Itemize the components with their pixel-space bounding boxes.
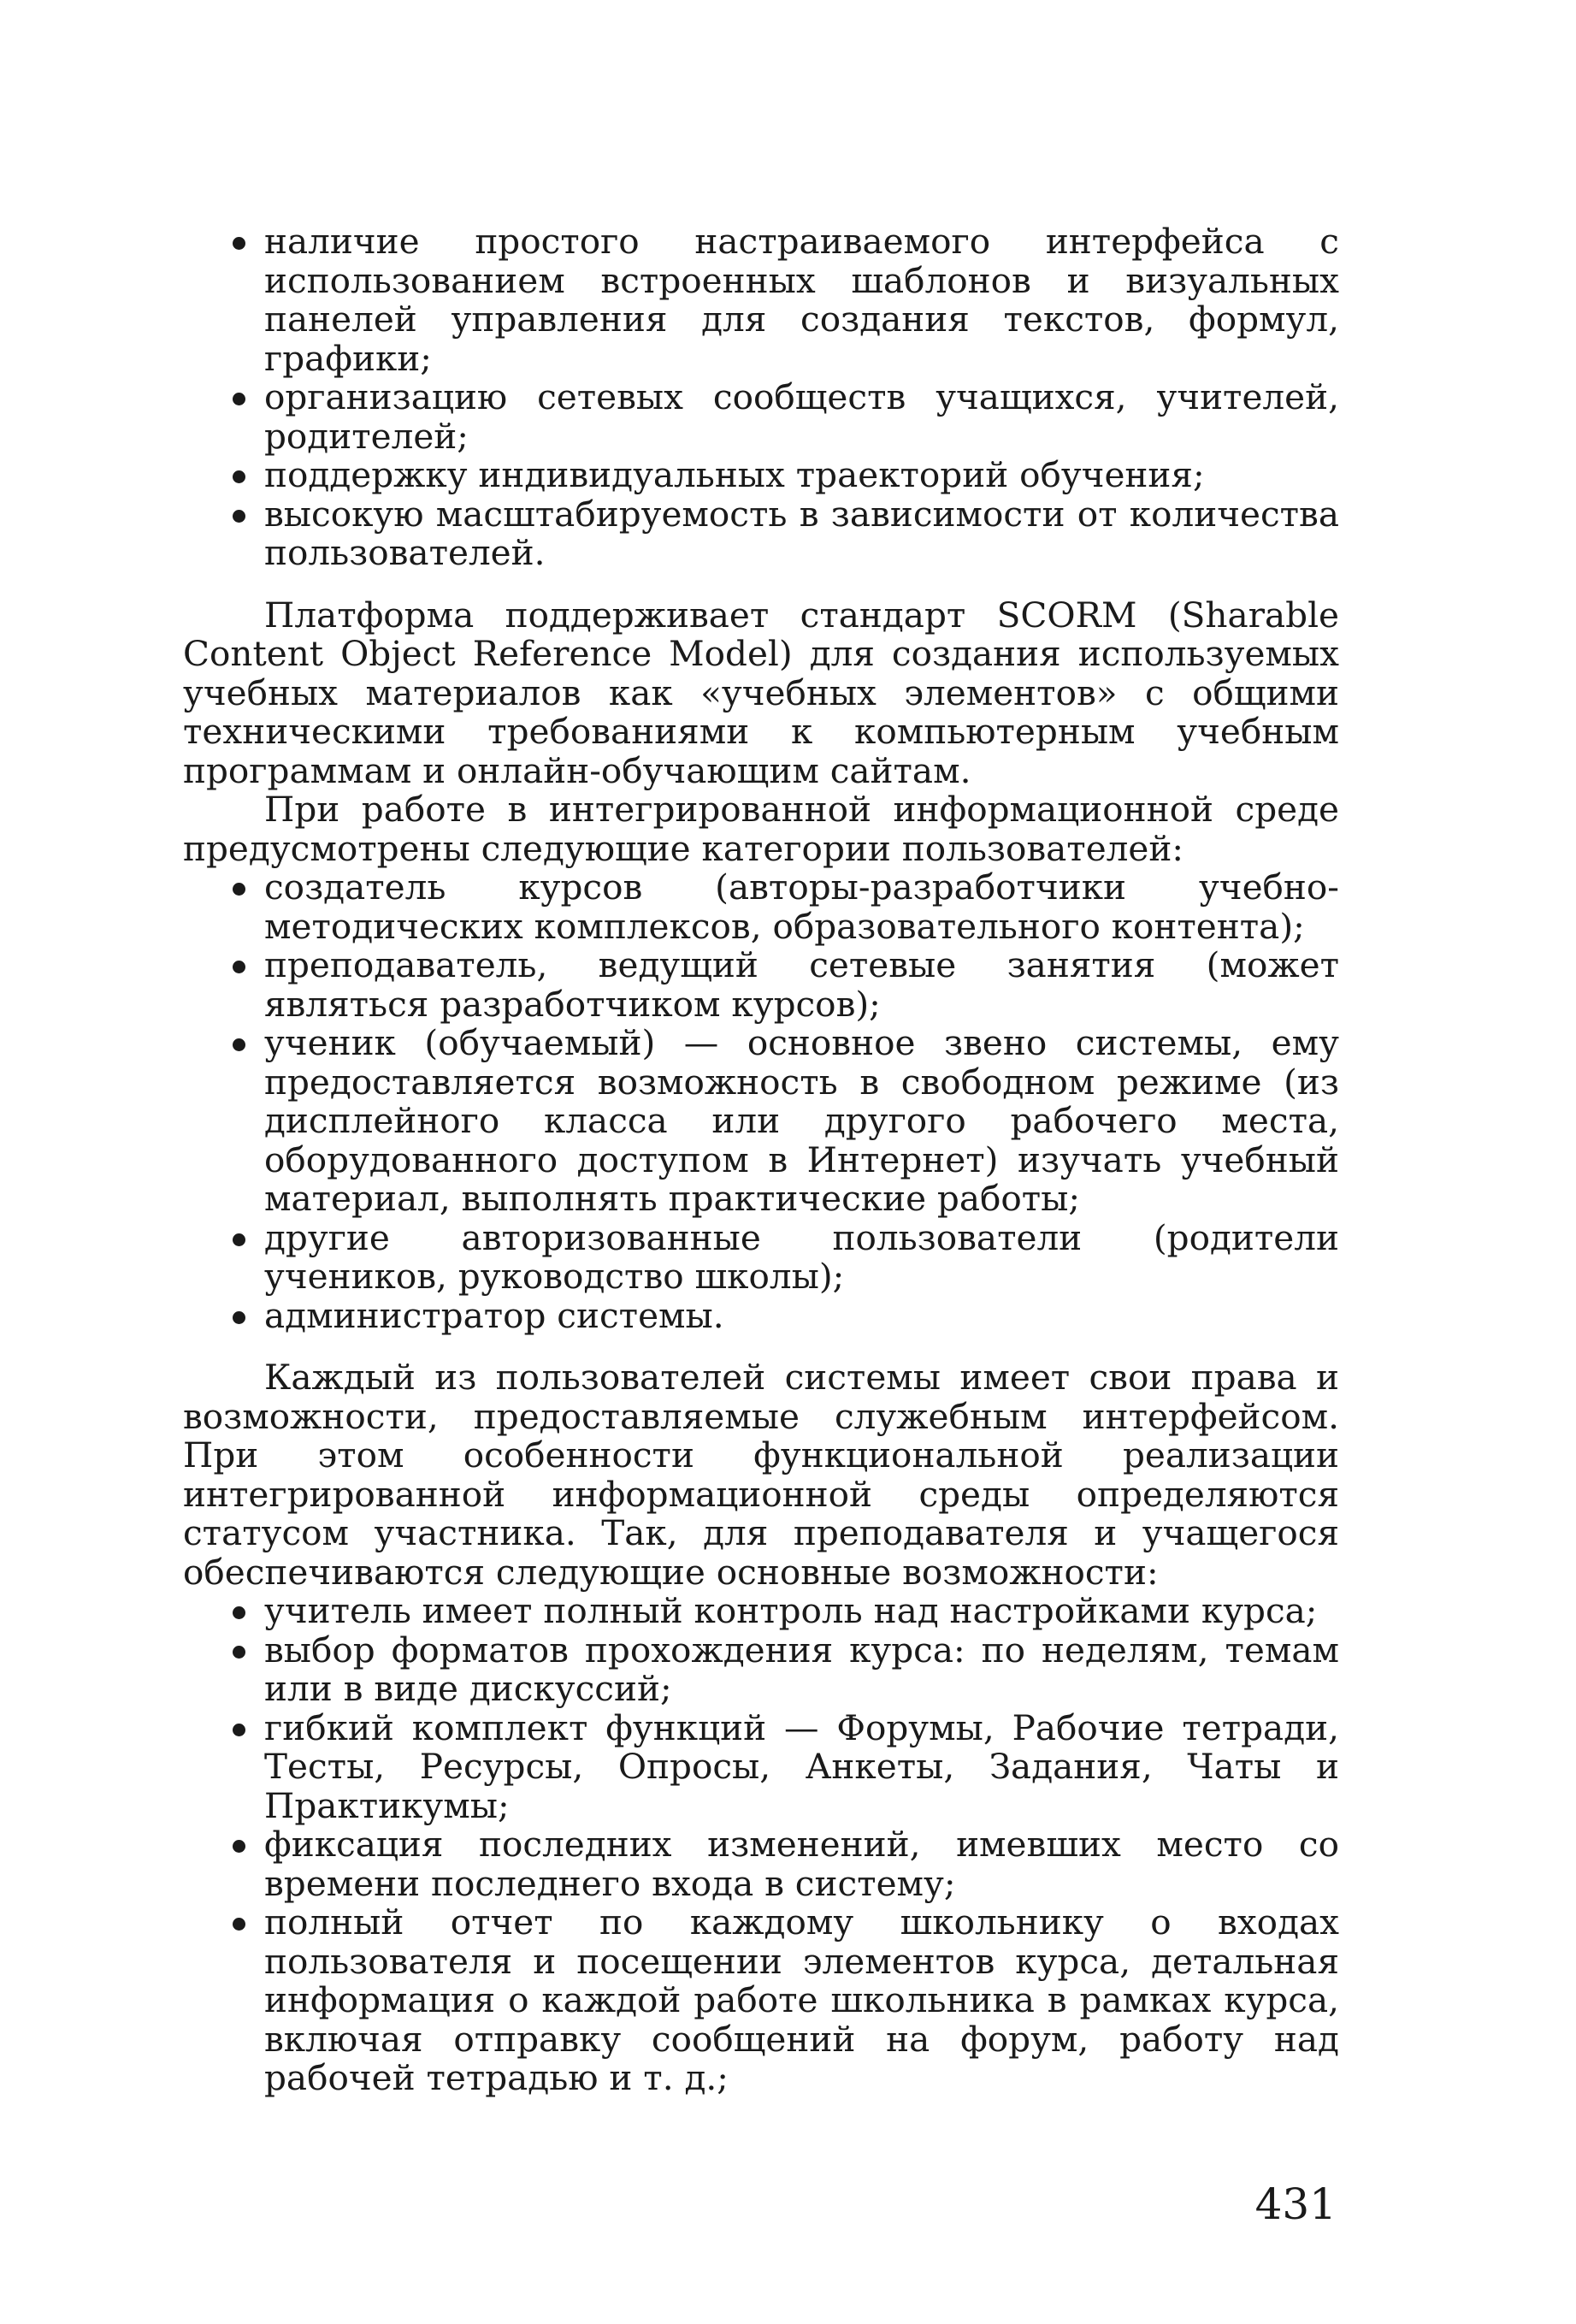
spacer (183, 573, 1339, 596)
list-item: поддержку индивидуальных траекторий обучения; (264, 456, 1339, 495)
page-body (183, 222, 1339, 2098)
paragraph-user-rights: Каждый из пользователей системы имеет свои права и возможности, предоставляемые служебным интерфейсом. При этом особенности функциональной реализации интегрированной информационной среды определяются статусом участника. Так, для преподавателя и учащегося обеспечиваются следующие основные возможности: (183, 1357, 1339, 1593)
bullet-list-capabilities (183, 1592, 1339, 2098)
list-item: полный отчет по каждому школьнику о входах пользователя и посещении элементов курса, детальная информация о каждой работе школьника в рамках курса, включая отправку сообщений на форум, работу над рабочей тетрадью и т. д.; (264, 1901, 1339, 2098)
list-item: гибкий комплект функций — Форумы, Рабочие тетради, Тесты, Ресурсы, Опросы, Анкеты, Задания, Чаты и Практикумы; (264, 1706, 1339, 1826)
bullet-list-features (183, 222, 1339, 573)
list-item: ученик (обучаемый) — основное звено системы, ему предоставляется возможность в свободном режиме (из дисплейного класса или другого рабочего места, оборудованного доступом в Интернет) изучать учебный материал, выполнять практические работы; (264, 1022, 1339, 1219)
page-number: 431 (1254, 2179, 1337, 2229)
list-item: учитель имеет полный контроль над настройками курса; (264, 1592, 1339, 1631)
spacer (183, 1335, 1339, 1358)
list-item: выбор форматов прохождения курса: по неделям, темам или в виде дискуссий; (264, 1629, 1339, 1709)
list-item: организацию сетевых сообществ учащихся, учителей, родителей; (264, 376, 1339, 457)
list-item: создатель курсов (авторы-разработчики учебно-методических комплексов, образовательного контента); (264, 866, 1339, 947)
paragraph-scorm: Платформа поддерживает стандарт SCORM (Sharable Content Object Reference Model) для создания используемых учебных материалов как «учебных элементов» с общими техническими требованиями к компьютерным учебным программам и онлайн-обучающим сайтам. (183, 594, 1339, 791)
list-item: фиксация последних изменений, имевших место со времени последнего входа в систему; (264, 1824, 1339, 1904)
list-item: наличие простого настраиваемого интерфейса с использованием встроенных шаблонов и визуальных панелей управления для создания текстов, формул, графики; (264, 221, 1339, 379)
list-item: преподаватель, ведущий сетевые занятия (может являться разработчиком курсов); (264, 944, 1339, 1025)
list-item: администратор системы. (264, 1297, 1339, 1336)
list-item: высокую масштабируемость в зависимости от количества пользователей. (264, 493, 1339, 573)
bullet-list-user-categories (183, 868, 1339, 1335)
paragraph-user-categories: При работе в интегрированной информационной среде предусмотрены следующие категории пользователей: (183, 789, 1339, 869)
list-item: другие авторизованные пользователи (родители учеников, руководство школы); (264, 1216, 1339, 1297)
